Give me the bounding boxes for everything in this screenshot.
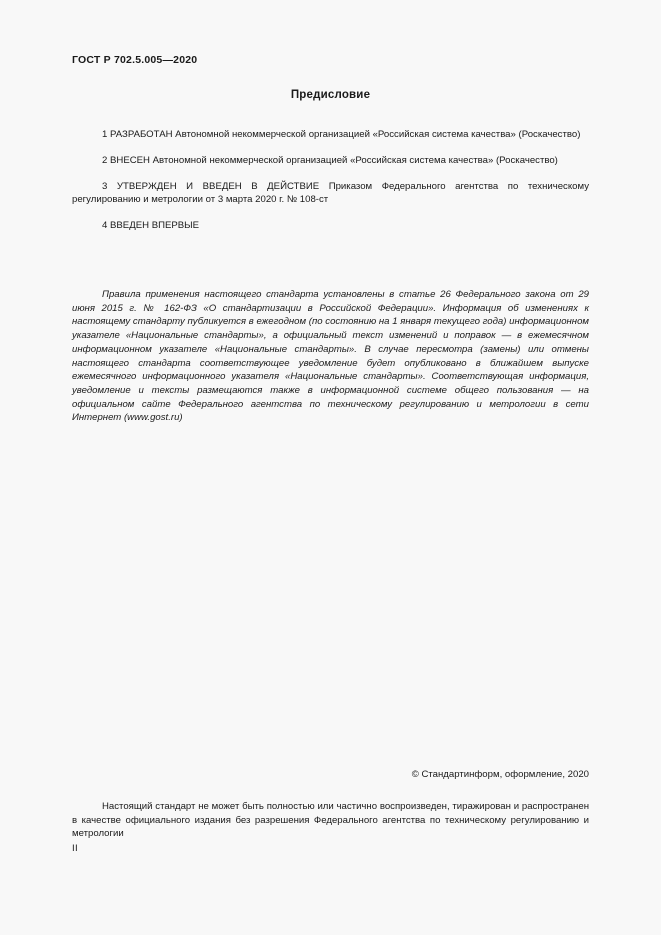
page-title: Предисловие	[290, 89, 371, 101]
reproduction-notice: Настоящий стандарт не может быть полностью или частично воспроизведен, тиражирован и распространен в качестве официального издания без разрешения Федерального агентства по техническому регулированию и метрологии	[72, 801, 589, 840]
running-head: ГОСТ Р 702.5.005—2020	[72, 54, 198, 66]
page-number: II	[72, 843, 78, 854]
clause-item: 3 УТВЕРЖДЕН И ВВЕДЕН В ДЕЙСТВИЕ Приказом Федерального агентства по техническому регулированию и метрологии от 3 марта 2020 г. № 108-ст	[72, 180, 589, 206]
clause-list	[72, 118, 589, 233]
clause-item: 2 ВНЕСЕН Автономной некоммерческой организацией «Российская система качества» (Роскачество)	[102, 154, 558, 166]
application-rules-note: Правила применения настоящего стандарта установлены в статье 26 Федерального закона от 29 июня 2015 г. № 162-ФЗ «О стандартизации в Российской Федерации». Информация об изменениях к настоящему стандарту публикуется в ежегодном (по состоянию на 1 января текущего года) информационном указателе «Национальные стандарты», а официальный текст изменений и поправок — в ежемесячном информационном указателе «Национальные стандарты». В случае пересмотра (замены) или отмены настоящего стандарта соответствующее уведомление будет опубликовано в ближайшем выпуске ежемесячного информационного указателя «Национальные стандарты». Соответствующая информация, уведомление и тексты размещаются также в информационной системе общего пользования — на официальном сайте Федерального агентства по техническому регулированию и метрологии в сети Интернет (www.gost.ru)	[72, 289, 589, 424]
clause-item: 4 ВВЕДЕН ВПЕРВЫЕ	[102, 220, 200, 232]
clause-item: 1 РАЗРАБОТАН Автономной некоммерческой организацией «Российская система качества» (Роскачество)	[102, 128, 581, 140]
copyright-line: © Стандартинформ, оформление, 2020	[411, 769, 589, 780]
